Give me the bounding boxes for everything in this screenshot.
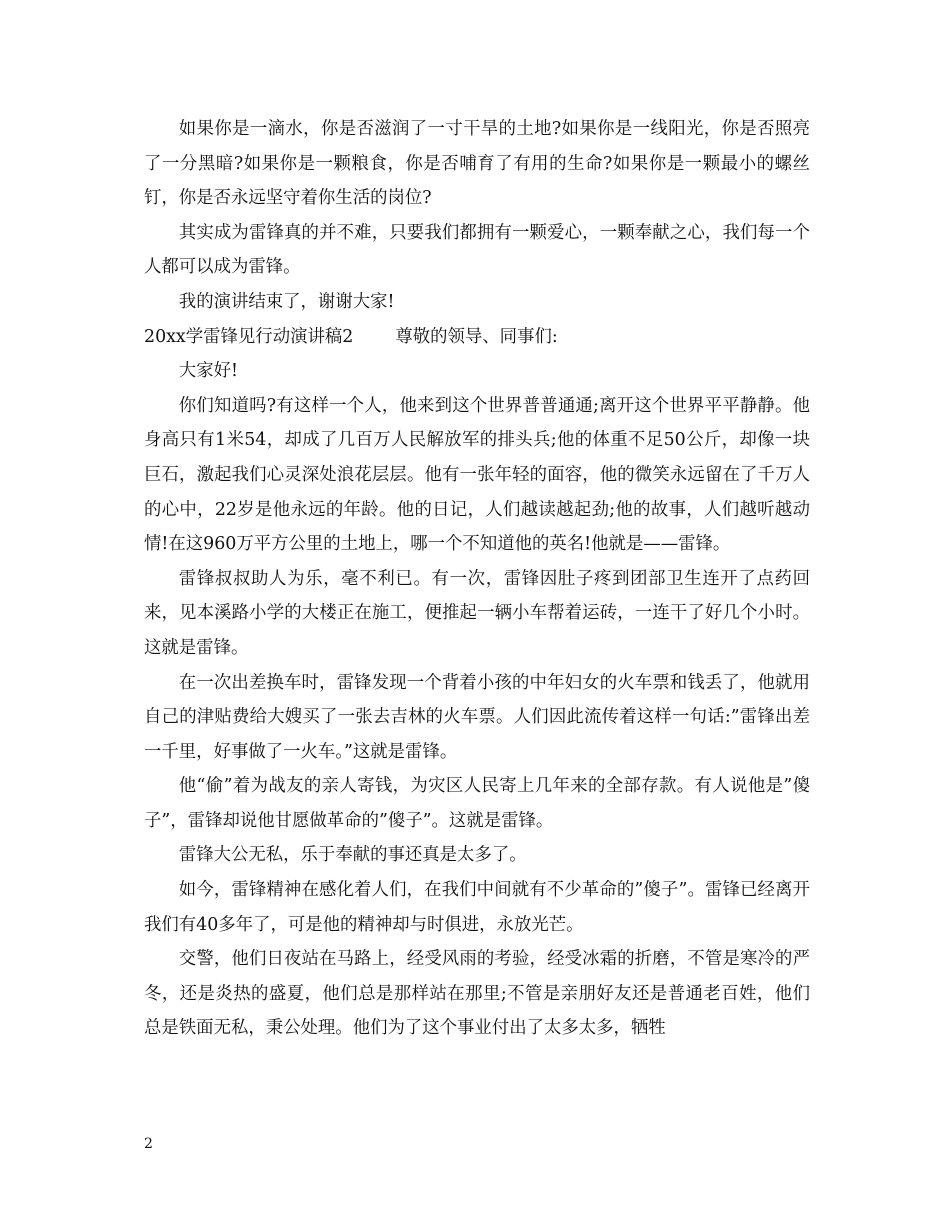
paragraph: 你们知道吗?有这样一个人，他来到这个世界普普通通;离开这个世界平平静静。他身高只有1米54，却成了几百万人民解放军的排头兵;他的体重不足50公斤，却像一块巨石，激起我们心灵深处浪花层层。他有一张年轻的面容，他的微笑永远留在了千万人的心中，22岁是他永远的年龄。他的日记，人们越读越起劲;他的故事，人们越听越动情!在这960万平方公里的土地上，哪一个不知道他的英名!他就是——雷锋。 (144, 395, 810, 555)
paragraph: 其实成为雷锋真的并不难，只要我们都拥有一颗爱心，一颗奉献之心，我们每一个人都可以成为雷锋。 (144, 222, 810, 278)
paragraph: 大家好! (178, 361, 238, 382)
paragraph: 他“偷”着为战友的亲人寄钱，为灾区人民寄上几年来的全部存款。有人说他是”傻子”，雷锋却说他甘愿做革命的”傻子”。这就是雷锋。 (144, 776, 810, 831)
paragraph: 雷锋叔叔助人为乐，毫不利已。有一次，雷锋因肚子疼到团部卫生连开了点药回来，见本溪路小学的大楼正在施工，便推起一辆小车帮着运砖，一连干了好几个小时。这就是雷锋。 (144, 568, 810, 658)
paragraph: 雷锋大公无私，乐于奉献的事还真是太多了。 (178, 845, 527, 866)
paragraph: 我的演讲结束了，谢谢大家! (178, 291, 395, 312)
paragraph: 在一次出差换车时，雷锋发现一个背着小孩的中年妇女的火车票和钱丢了，他就用自己的津贴费给大嫂买了一张去吉林的火车票。人们因此流传着这样一句话:”雷锋出差一千里，好事做了一火车。”这就是雷锋。 (144, 672, 810, 762)
document-body (144, 112, 810, 1046)
paragraph: 交警，他们日夜站在马路上，经受风雨的考验，经受冰霜的折磨，不管是寒冷的严冬，还是炎热的盛夏，他们总是那样站在那里;不管是亲朋好友还是普通老百姓，他们总是铁面无私，秉公处理。他们为了这个事业付出了太多太多，牺牲 (144, 949, 810, 1039)
speech-heading (144, 320, 810, 355)
paragraph: 如果你是一滴水，你是否滋润了一寸干旱的土地?如果你是一线阳光，你是否照亮了一分黑暗?如果你是一颗粮食，你是否哺育了有用的生命?如果你是一颗最小的螺丝钉，你是否永远坚守着你生活的岗位? (144, 119, 810, 209)
page-number: 2 (144, 1136, 153, 1152)
speech-title: 20xx学雷锋见行动演讲稿2 (144, 326, 354, 347)
paragraph: 如今，雷锋精神在感化着人们，在我们中间就有不少革命的”傻子”。雷锋已经离开我们有40多年了，可是他的精神却与时俱进，永放光芒。 (144, 880, 810, 935)
salutation: 尊敬的领导、同事们: (395, 326, 558, 347)
